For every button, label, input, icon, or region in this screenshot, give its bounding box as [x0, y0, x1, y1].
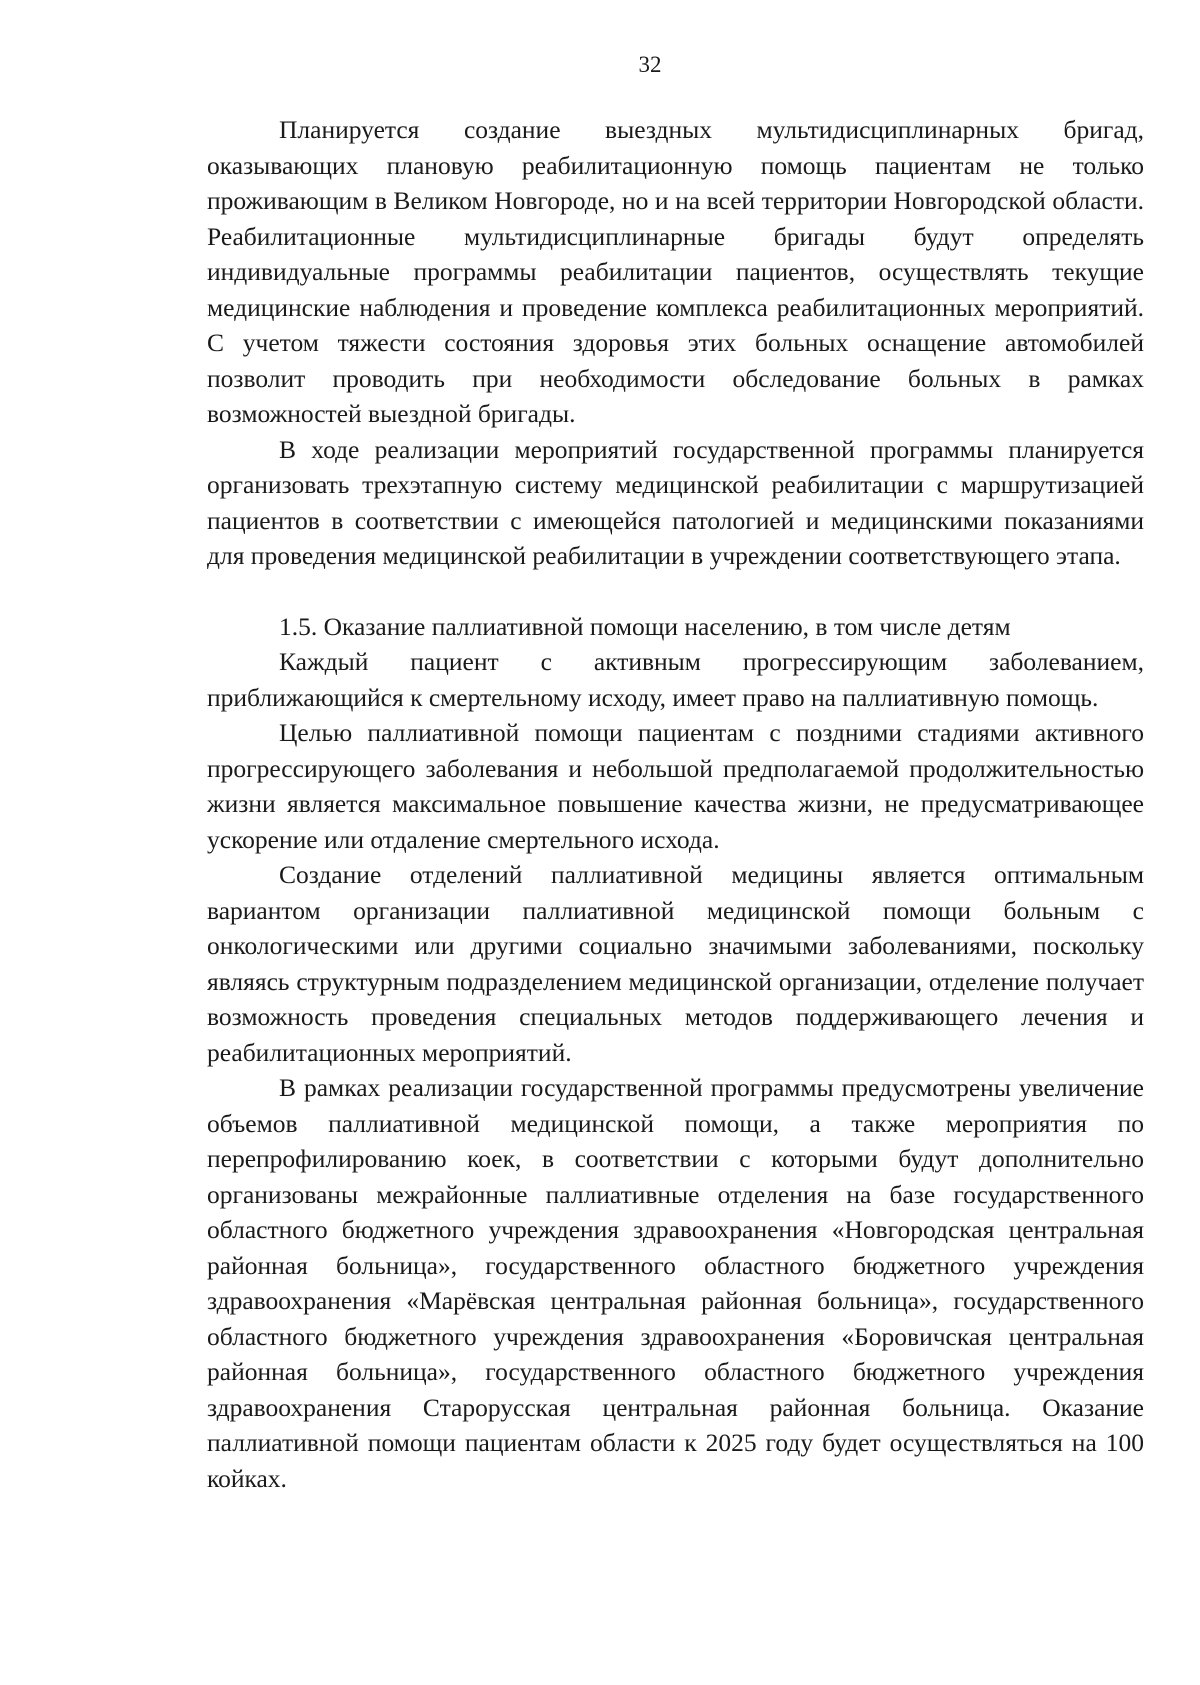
paragraph-palliative-departments: Создание отделений паллиативной медицины является оптимальным вариантом организации паллиативной медицинской помощи больным с онкологическими или другими социально значимыми заболеваниями, поскольку являясь структурным подразделением медицинской организации, отделение получает возможность проведения специальных методов поддерживающего лечения и реабилитационных мероприятий. — [207, 860, 1144, 1067]
document-body — [207, 112, 1144, 1496]
paragraph-program-measures: В рамках реализации государственной программы предусмотрены увеличение объемов паллиативной медицинской помощи, а также мероприятия по перепрофилированию коек, в соответствии с которыми будут дополнительно организованы межрайонные паллиативные отделения на базе государственного областного бюджетного учреждения здравоохранения «Новгородская центральная районная больница», государственного областного бюджетного учреждения здравоохранения «Марёвская центральная районная больница», государственного областного бюджетного учреждения здравоохранения «Боровичская центральная районная больница», государственного областного бюджетного учреждения здравоохранения Старорусская центральная районная больница. Оказание паллиативной помощи пациентам области к 2025 году будет осуществляться на 100 койках. — [207, 1073, 1144, 1493]
page-number: 32 — [638, 52, 662, 77]
paragraph-mobile-rehab-teams: Планируется создание выездных мультидисциплинарных бригад, оказывающих плановую реабилитационную помощь пациентам не только проживающим в Великом Новгороде, но и на всей территории Новгородской области. Реабилитационные мультидисциплинарные бригады будут определять индивидуальные программы реабилитации пациентов, осуществлять текущие медицинские наблюдения и проведение комплекса реабилитационных мероприятий. С учетом тяжести состояния здоровья этих больных оснащение автомобилей позволит проводить при необходимости обследование больных в рамках возможностей выездной бригады. — [207, 115, 1144, 428]
paragraph-three-stage-rehab: В ходе реализации мероприятий государственной программы планируется организовать трехэтапную систему медицинской реабилитации с маршрутизацией пациентов в соответствии с имеющейся патологией и медицинскими показаниями для проведения медицинской реабилитации в учреждении соответствующего этапа. — [207, 434, 1144, 570]
paragraph-right-to-palliative-care: Каждый пациент с активным прогрессирующим заболеванием, приближающийся к смертельному исходу, имеет право на паллиативную помощь. — [207, 647, 1144, 712]
section-heading-palliative-care: 1.5. Оказание паллиативной помощи населению, в том числе детям — [279, 611, 1011, 641]
paragraph-palliative-care-goal: Целью паллиативной помощи пациентам с поздними стадиями активного прогрессирующего заболевания и небольшой предполагаемой продолжительностью жизни является максимальное повышение качества жизни, не предусматривающее ускорение или отдаление смертельного исхода. — [207, 718, 1144, 854]
